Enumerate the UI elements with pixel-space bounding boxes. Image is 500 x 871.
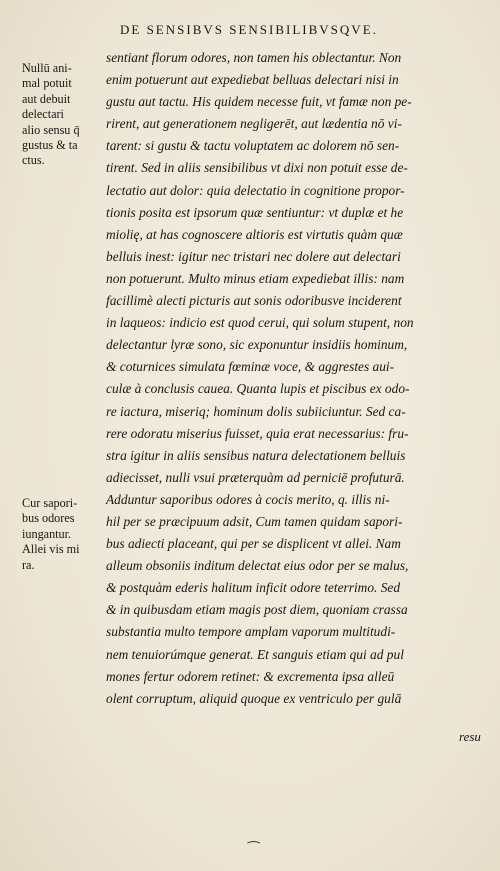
text-line: belluis inest: igitur nec tristari nec dolere aut delectari xyxy=(106,248,401,264)
marginal-note-odors-flavors xyxy=(22,496,106,573)
text-line: rere odoratu miserius fuisset, quia erat necessarius: fru- xyxy=(106,425,409,441)
text-line: rirent, aut generationem negligerēt, aut lædentia nō vi- xyxy=(106,116,402,132)
text-line: alleum obsoniis inditum delectat eius odor per se malus, xyxy=(106,558,409,574)
text-line: miolię, at has cognoscere altioris est virtutis quàm quæ xyxy=(106,226,403,242)
marginal-note-line: delectari xyxy=(22,107,64,122)
text-line: & postquàm ederis halitum inficit odore teterrimo. Sed xyxy=(106,580,401,596)
marginal-note-line: Allei vis mi xyxy=(22,542,80,557)
marginal-note-line: Nullū ani- xyxy=(22,61,72,75)
marginal-note-line: iungantur. xyxy=(22,526,72,541)
text-line: facillimè alecti picturis aut sonis odoribusve inciderent xyxy=(106,293,402,309)
running-head: DE SENSIBVS SENSIBILIBVSQVE. xyxy=(120,22,378,37)
text-line: bus adiecti placeant, qui per se displicent vt allei. Nam xyxy=(106,536,401,552)
text-line: adiecisset, nulli vsui præterquàm ad perniciē profuturā. xyxy=(106,469,405,485)
page-bottom-mark: ⁀ xyxy=(248,843,260,858)
text-line: tionis posita est ipsorum quæ sentiuntur: vt duplæ et he xyxy=(106,204,404,220)
text-line: stra igitur in aliis sensibus natura delectationem belluis xyxy=(106,447,406,463)
marginal-note-line: Cur sapori- xyxy=(22,496,78,510)
text-line: in laqueos: indicio est quod cerui, qui solum stupent, non xyxy=(106,315,414,331)
marginal-note-line: bus odores xyxy=(22,511,75,526)
text-line: substantia multo tempore amplam vaporum multitudi- xyxy=(106,624,396,640)
text-line: culæ à conclusis cauea. Quanta lupis et piscibus ex odo- xyxy=(106,381,410,397)
text-line: delectantur lyræ sono, sic exponuntur insidiis hominum, xyxy=(106,337,408,353)
marginal-note-line: ra. xyxy=(22,557,35,572)
text-line: mones fertur odorem retinet: & excrementa ipsa alleū xyxy=(106,668,395,684)
text-line: & in quibusdam etiam magis post diem, quoniam crassa xyxy=(106,602,408,618)
marginal-note-line: gustus & ta xyxy=(22,138,78,153)
text-line: enim potuerunt aut expediebat belluas delectari nisi in xyxy=(106,72,399,88)
text-line: re iactura, miseriq; hominum dolis subiiciuntur. Sed ca- xyxy=(106,403,406,419)
text-line: tirent. Sed in aliis sensibilibus vt dixi non potuit esse de- xyxy=(106,160,408,176)
text-line: gustu aut tactu. His quidem necesse fuit, vt famæ non pe- xyxy=(106,94,412,110)
catchword: resu xyxy=(459,729,481,744)
marginal-note-line: alio sensu q̄ xyxy=(22,122,80,137)
text-line: sentiant florum odores, non tamen his oblectantur. Non xyxy=(106,50,402,65)
text-line: Adduntur saporibus odores à cocis merito, q. illis ni- xyxy=(106,491,390,507)
text-line: hil per se præcipuum adsit, Cum tamen quidam sapori- xyxy=(106,513,403,529)
marginal-note-line: mal potuit xyxy=(22,76,72,91)
main-text-block xyxy=(106,47,484,710)
text-line: nem tenuiorúmque generat. Et sanguis etiam qui ad pul xyxy=(106,646,404,662)
text-line: non potuerunt. Multo minus etiam expediebat illis: nam xyxy=(106,270,405,286)
marginal-note-line: aut debuit xyxy=(22,91,71,106)
text-line: & coturnices simulata fœminæ voce, & aggrestes aui- xyxy=(106,359,395,375)
text-line: olent corruptum, aliquid quoque ex ventriculo per gulā xyxy=(106,690,402,706)
marginal-note-line: ctus. xyxy=(22,153,45,168)
text-line: lectatio aut dolor: quia delectatio in cognitione propor- xyxy=(106,182,405,198)
marginal-note-animals-senses xyxy=(22,61,106,169)
text-line: tarent: si gustu & tactu voluptatem ac dolorem nō sen- xyxy=(106,138,400,154)
